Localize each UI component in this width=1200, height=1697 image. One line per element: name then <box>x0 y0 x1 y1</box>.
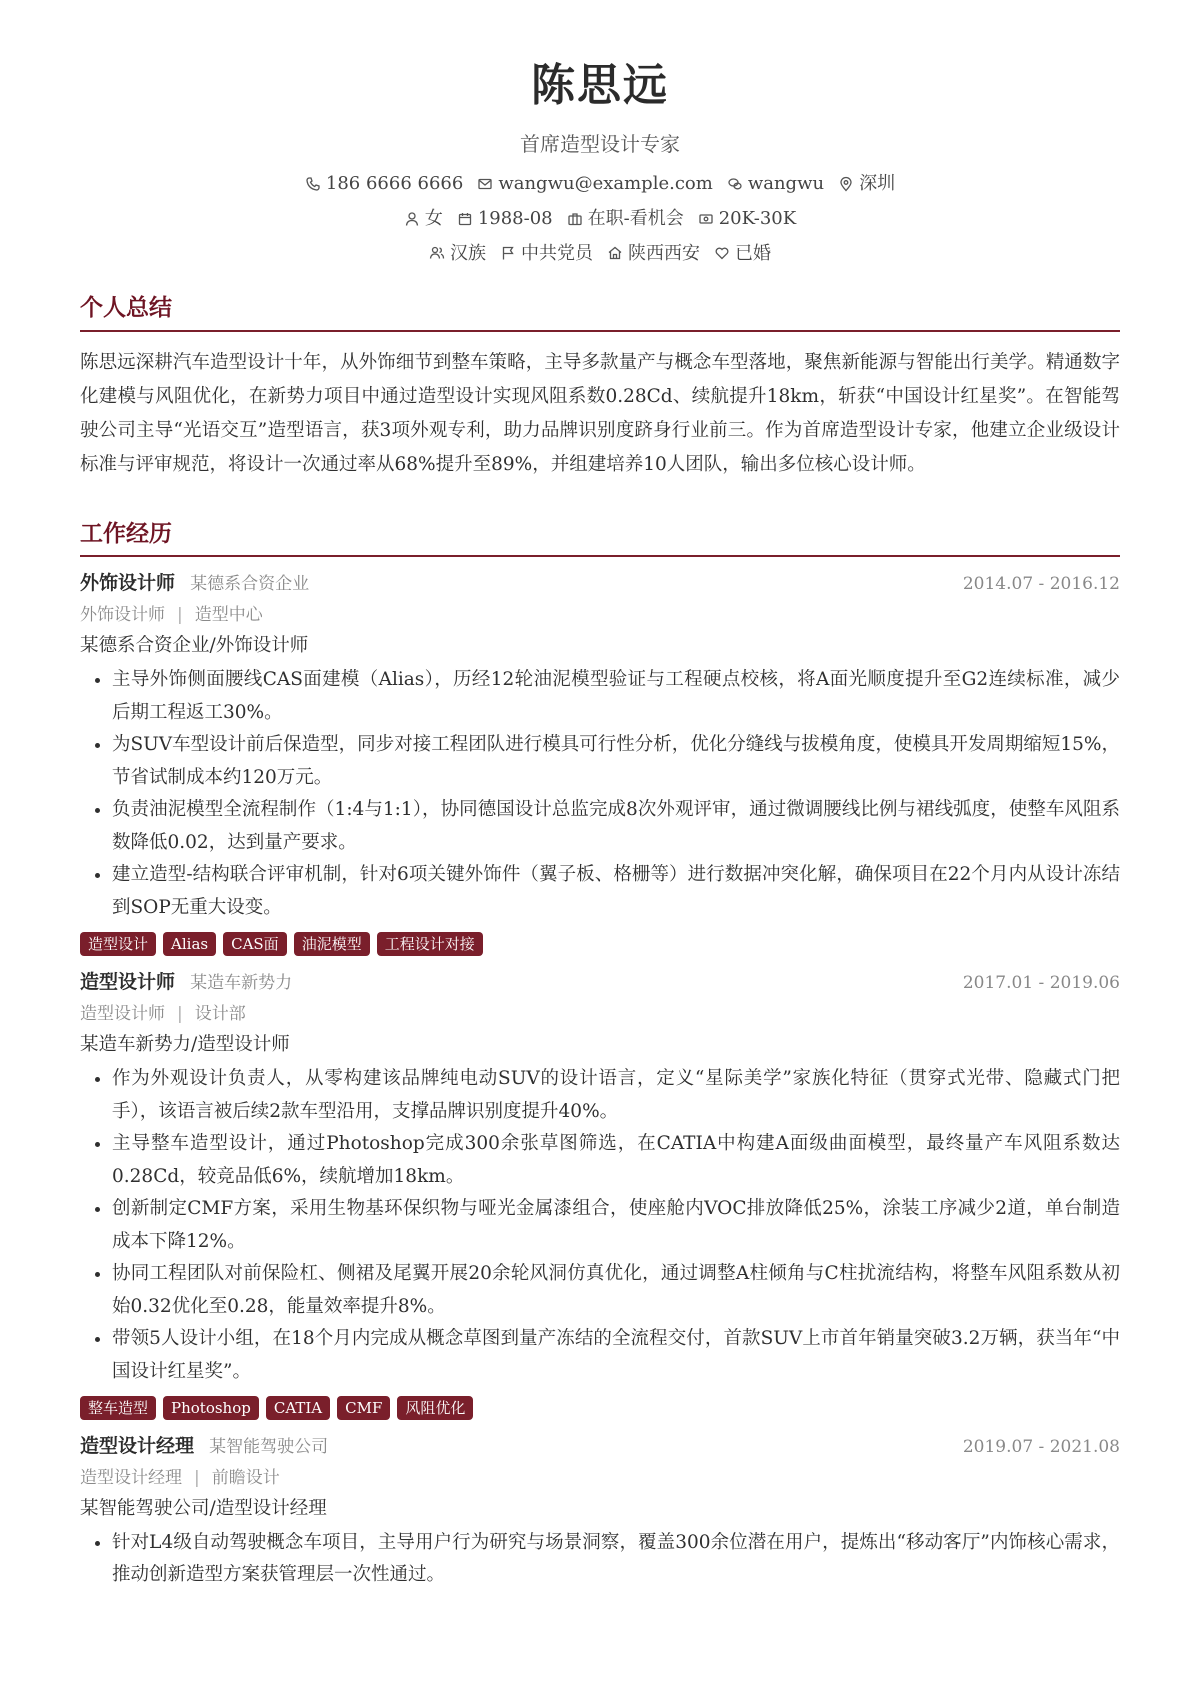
job-company-role-line: 某造车新势力/造型设计师 <box>80 1033 290 1055</box>
job-bullet: • 建立造型-结构联合评审机制，针对6项关键外饰件（翼子板、格栅等）进行数据冲突化解，确保项目在22个月内从设计冻结到SOP无重大设变。 <box>112 859 1120 924</box>
skill-tag: CAS面 <box>223 932 287 956</box>
job-bullet: • 带领5人设计小组，在18个月内完成从概念草图到量产冻结的全流程交付，首款SUV上市首年销量突破3.2万辆，获当年“中国设计红星奖”。 <box>112 1323 1120 1388</box>
skill-tag: 整车造型 <box>80 1396 156 1420</box>
email-text: wangwu@example.com <box>498 173 713 195</box>
job-bullet: • 创新制定CMF方案，采用生物基环保织物与哑光金属漆组合，使座舱内VOC排放降低25%，涂装工序减少2道，单台制造成本下降12%。 <box>112 1193 1120 1258</box>
job-meta <box>80 604 1120 626</box>
work-section <box>80 520 1120 1592</box>
job-bullet: • 协同工程团队对前保险杠、侧裙及尾翼开展20余轮风洞仿真优化，通过调整A柱倾角与C柱扰流结构，将整车风阻系数从初始0.32优化至0.28，能量效率提升8%。 <box>112 1258 1120 1323</box>
summary-section <box>80 294 1120 482</box>
job-company: 某智能驾驶公司 <box>209 1437 329 1458</box>
job-department: 设计部 <box>194 1003 246 1024</box>
status-info <box>567 208 684 230</box>
gender-icon <box>404 211 420 227</box>
job-title: 首席造型设计专家 <box>520 132 680 157</box>
birth-text: 1988-08 <box>477 207 553 229</box>
job-bullet: • 负责油泥模型全流程制作（1:4与1:1），协同德国设计总监完成8次外观评审，通过微调腰线比例与裙线弧度，使整车风阻系数降低0.02，达到量产要求。 <box>112 794 1120 859</box>
email-icon <box>477 176 493 192</box>
job-bullet: • 作为外观设计负责人，从零构建该品牌纯电动SUV的设计语言，定义“星际美学”家族化特征（贯穿式光带、隐藏式门把手），该语言被后续2款车型沿用，支撑品牌识别度提升40%。 <box>112 1063 1120 1128</box>
job-bullets <box>80 1063 1120 1388</box>
job-position: 造型设计经理 <box>80 1467 182 1488</box>
skill-tag: CMF <box>337 1396 390 1420</box>
location-info <box>838 173 895 195</box>
job-bullet: • 主导整车造型设计，通过Photoshop完成300余张草图筛选，在CATIA中构建A面级曲面模型，最终量产车风阻系数达0.28Cd，较竞品低6%，续航增加18km。 <box>112 1128 1120 1193</box>
hometown-text: 陕西西安 <box>628 242 700 264</box>
hometown-info <box>607 243 700 265</box>
personal-row <box>80 208 1120 230</box>
skill-tag: 造型设计 <box>80 932 156 956</box>
status-text: 在职-看机会 <box>587 207 684 229</box>
job-entry <box>80 571 1120 956</box>
job-position: 外饰设计师 <box>80 605 165 626</box>
work-heading: 工作经历 <box>80 520 1120 558</box>
location-text: 深圳 <box>859 173 896 195</box>
job-meta <box>80 1467 1120 1489</box>
job-role: 造型设计师 <box>80 971 176 994</box>
phone-icon <box>305 176 321 192</box>
birth-info <box>457 208 553 230</box>
briefcase-icon <box>567 211 583 227</box>
summary-text: 陈思远深耕汽车造型设计十年，从外饰细节到整车策略，主导多款量产与概念车型落地，聚焦新能源与智能出行美学。精通数字化建模与风阻优化，在新势力项目中通过造型设计实现风阻系数0.28Cd、续航提升18km，斩获“中国设计红星奖”。在智能驾驶公司主导“光语交互”造型语言，获3项外观专利，助力品牌识别度跻身行业前三。作为首席造型设计专家，他建立企业级设计标准与评审规范，将设计一次通过率从68%提升至89%，并组建培养10人团队，输出多位核心设计师。 <box>80 351 1120 475</box>
skill-tag: CATIA <box>266 1396 330 1420</box>
job-bullet: • 主导外饰侧面腰线CAS面建模（Alias），历经12轮油泥模型验证与工程硬点校核，将A面光顺度提升至G2连续标准，减少后期工程返工30%。 <box>112 664 1120 729</box>
calendar-icon <box>457 211 473 227</box>
summary-heading: 个人总结 <box>80 294 1120 332</box>
job-department: 造型中心 <box>194 605 263 626</box>
job-header <box>80 571 1120 596</box>
job-company: 某造车新势力 <box>190 973 293 994</box>
job-entry <box>80 1434 1120 1592</box>
resume-header <box>80 0 1120 264</box>
skill-tag: 油泥模型 <box>294 932 370 956</box>
job-company-role-line: 某智能驾驶公司/造型设计经理 <box>80 1497 327 1519</box>
job-company: 某德系合资企业 <box>190 574 310 595</box>
job-date: 2014.07 - 2016.12 <box>962 574 1120 595</box>
phone-info <box>305 173 463 195</box>
job-company-role-line: 某德系合资企业/外饰设计师 <box>80 635 309 657</box>
gender-text: 女 <box>424 207 443 229</box>
contact-row <box>80 173 1120 195</box>
job-bullets <box>80 1527 1120 1592</box>
salary-info <box>698 208 796 230</box>
skill-tags <box>80 932 1120 956</box>
marital-text: 已婚 <box>735 242 771 264</box>
skill-tag: 风阻优化 <box>397 1396 473 1420</box>
salary-icon <box>698 211 714 227</box>
salary-text: 20K-30K <box>718 207 797 229</box>
wechat-info <box>727 173 824 195</box>
job-bullets <box>80 664 1120 924</box>
ethnicity-icon <box>429 245 445 261</box>
job-role: 造型设计经理 <box>80 1435 195 1458</box>
location-icon <box>838 176 854 192</box>
wechat-text: wangwu <box>747 173 825 195</box>
ethnicity-text: 汉族 <box>450 242 486 264</box>
job-role: 外饰设计师 <box>80 572 176 595</box>
job-date: 2017.01 - 2019.06 <box>962 973 1120 994</box>
separator: | <box>177 605 183 626</box>
wechat-icon <box>727 176 743 192</box>
job-department: 前瞻设计 <box>211 1467 280 1488</box>
job-position: 造型设计师 <box>80 1003 165 1024</box>
email-info <box>477 173 713 195</box>
skill-tag: 工程设计对接 <box>377 932 483 956</box>
heart-icon <box>714 245 730 261</box>
politics-text: 中共党员 <box>521 242 593 264</box>
job-header <box>80 970 1120 995</box>
skill-tag: Alias <box>163 932 216 956</box>
flag-icon <box>500 245 516 261</box>
job-entry <box>80 970 1120 1420</box>
skill-tag: Photoshop <box>163 1396 259 1420</box>
separator: | <box>194 1467 200 1488</box>
home-icon <box>607 245 623 261</box>
candidate-name: 陈思远 <box>531 60 669 111</box>
skill-tags <box>80 1396 1120 1420</box>
politics-info <box>500 243 593 265</box>
gender-info <box>404 208 443 230</box>
job-bullet: • 为SUV车型设计前后保造型，同步对接工程团队进行模具可行性分析，优化分缝线与拔模角度，使模具开发周期缩短15%，节省试制成本约120万元。 <box>112 729 1120 794</box>
ethnicity-info <box>429 243 486 265</box>
marital-info <box>714 243 771 265</box>
separator: | <box>177 1003 183 1024</box>
job-bullet: • 针对L4级自动驾驶概念车项目，主导用户行为研究与场景洞察，覆盖300余位潜在用户，提炼出“移动客厅”内饰核心需求，推动创新造型方案获管理层一次性通过。 <box>112 1527 1120 1592</box>
job-header <box>80 1434 1120 1459</box>
job-date: 2019.07 - 2021.08 <box>962 1437 1120 1458</box>
job-meta <box>80 1003 1120 1025</box>
phone-text: 186 6666 6666 <box>325 173 464 195</box>
background-row <box>80 243 1120 265</box>
